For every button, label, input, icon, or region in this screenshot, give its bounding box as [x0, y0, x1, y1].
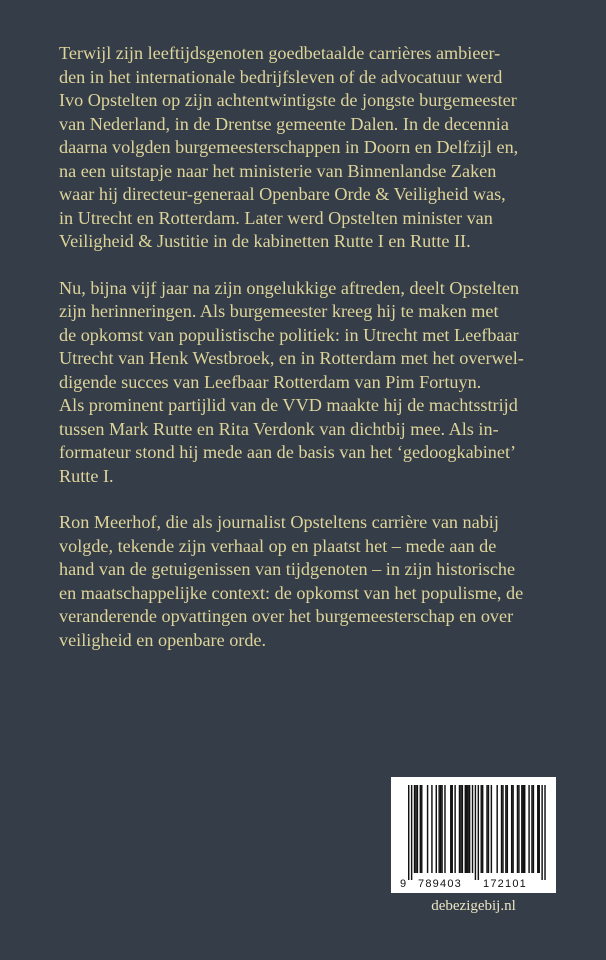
barcode-bar — [438, 785, 439, 873]
barcode-bar — [521, 785, 522, 873]
barcode-bar — [533, 785, 534, 873]
barcode-bar — [511, 785, 512, 873]
barcode-bar — [524, 785, 525, 873]
barcode-bar — [459, 785, 460, 873]
barcode-bar — [472, 785, 473, 873]
barcode-guard-bar — [408, 785, 409, 880]
blurb-text — [59, 42, 559, 652]
barcode-bar — [440, 785, 441, 873]
publisher-website: debezigebij.nl — [431, 898, 516, 914]
barcode-bar — [496, 785, 497, 873]
blurb-paragraph-2: Nu, bijna vijf jaar na zijn ongelukkige aftreden, deelt Opstelten zijn herinneringen. Als burgemeester kreeg hij te maken met de opkomst van populistische politiek: in Utrecht met Leefbaar Utrecht van Henk Westbroek, en in Rotterdam met het overwel- digende succes van Leefbaar Rotterdam van Pim Fortuyn. Als prominent partijlid van de VVD maakte hij de machtsstrijd tussen Mark Rutte en Rita Verdonk van dichtbij mee. Als in- formateur stond hij mede aan de basis van het ‘gedoogkabinet’ Rutte I. — [59, 277, 524, 486]
barcode-bar — [467, 785, 468, 873]
barcode-bar — [488, 785, 489, 873]
barcode-bar — [502, 785, 503, 873]
barcode-bar — [417, 785, 418, 873]
barcode-guard-bar — [411, 785, 412, 880]
barcode-bar — [501, 785, 502, 873]
barcode-bar — [523, 785, 524, 873]
barcode-bar — [465, 785, 466, 873]
barcode-bar — [415, 785, 416, 873]
barcode-bar — [414, 785, 415, 873]
barcode-bar — [444, 785, 445, 873]
barcode-bar — [537, 785, 538, 873]
barcode-bar — [460, 785, 461, 873]
barcode-bar — [454, 785, 455, 873]
barcode-bar — [420, 785, 421, 873]
barcode-bar — [531, 785, 532, 873]
barcode-graphic — [391, 777, 556, 893]
barcode-bar — [507, 785, 508, 873]
barcode-bar — [505, 785, 506, 873]
barcode-bar — [450, 785, 451, 873]
barcode-bar — [518, 785, 519, 873]
barcode-bar — [517, 785, 518, 873]
barcode-bar — [436, 785, 437, 873]
barcode-bar — [539, 785, 540, 873]
barcode-bar — [528, 785, 529, 873]
barcode-bar — [469, 785, 470, 873]
barcode-bar — [462, 785, 463, 873]
barcode-guard-bar — [478, 785, 479, 880]
barcode-bar — [486, 785, 487, 873]
barcode-bar — [431, 785, 432, 873]
barcode-bar — [441, 785, 442, 873]
barcode-bar — [466, 785, 467, 873]
barcode-bar — [427, 785, 428, 873]
barcode-guard-bar — [541, 785, 542, 880]
barcode-bar — [491, 785, 492, 873]
barcode-bar — [482, 785, 483, 873]
isbn-barcode — [391, 777, 556, 893]
barcode-guard-bar — [475, 785, 476, 880]
barcode-bar — [452, 785, 453, 873]
blurb-paragraph-1: Terwijl zijn leeftijdsgenoten goedbetaalde carrières ambieer- den in het internationale bedrijfsleven of de advocatuur werd Ivo Opstelten op zijn achtentwintigste de jongste burgemeester van Nederland, in de Drentse gemeente Dalen. In de decennia daarna volgden burgemeesterschappen in Doorn en Delfzijl en, na een uitstapje naar het ministerie van Binnenlandse Zaken waar hij directeur-generaal Openbare Orde & Veiligheid was, in Utrecht en Rotterdam. Later werd Opstelten minister van Veiligheid & Justitie in de kabinetten Rutte I en Rutte II. — [59, 43, 519, 251]
barcode-digit-first: 9 — [400, 878, 407, 890]
barcode-bar — [481, 785, 482, 873]
barcode-digits-right: 172101 — [483, 878, 527, 890]
barcode-guard-bar — [544, 785, 545, 880]
barcode-digits-left: 789403 — [418, 878, 462, 890]
blurb-paragraph-3: Ron Meerhof, die als journalist Opsteltens carrière van nabij volgde, tekende zijn verhaal op en plaatst het – mede aan de hand van de getuigenissen van tijdgenoten – in zijn historische en maatschappelijke context: de opkomst van het populisme, de veranderende opvattingen over het burgemeesterschap en over veiligheid en openbare orde. — [59, 512, 524, 650]
barcode-bar — [512, 785, 513, 873]
barcode-bar — [421, 785, 422, 873]
